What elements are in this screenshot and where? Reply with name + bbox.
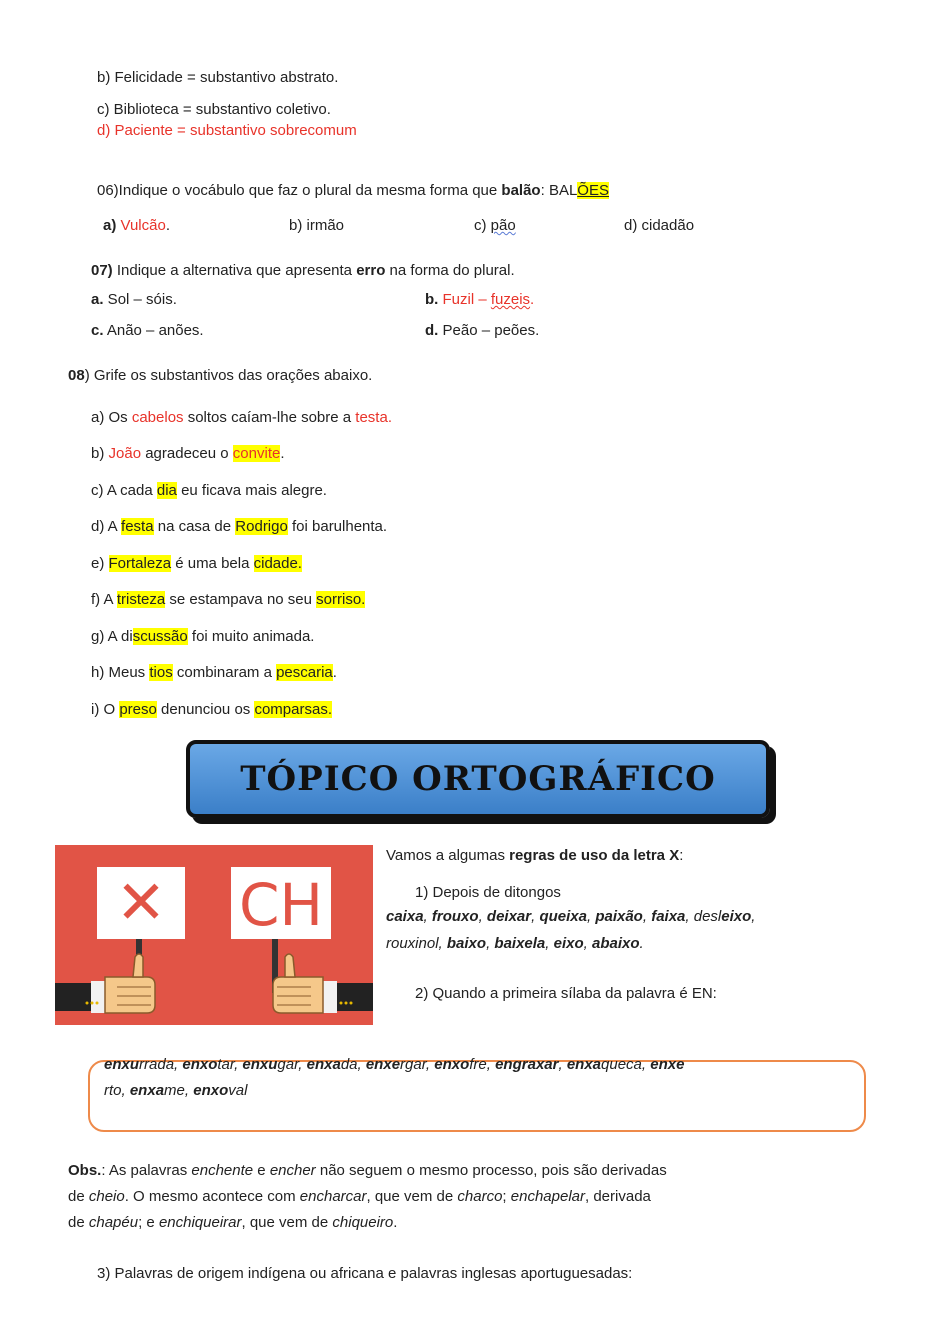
- noun-convite: convite: [232, 445, 281, 462]
- q08-sentence-a: [91, 409, 392, 427]
- sentence-text: denunciou os: [156, 701, 255, 718]
- box-words-line-2: [104, 1082, 247, 1100]
- rules-intro-colon: :: [679, 847, 684, 864]
- word: enxu: [242, 1056, 278, 1073]
- q07-option-c: [91, 322, 204, 340]
- noun-cabelos: cabelos: [131, 409, 184, 426]
- q07-b-word: fuzeis: [490, 291, 531, 308]
- noun-sorriso: sorriso.: [316, 591, 366, 608]
- sentence-text: f) A: [91, 591, 117, 608]
- sentence-text: g) A di: [91, 628, 133, 645]
- x-vs-ch-picture: [55, 845, 373, 1025]
- q08-sentence-c: [91, 482, 327, 500]
- q08-sentence-h: [91, 664, 337, 682]
- word: fre,: [469, 1056, 496, 1073]
- noun-joao: João: [108, 445, 142, 462]
- obs-label: Obs.: [68, 1162, 102, 1179]
- noun-fortaleza: Fortaleza: [108, 555, 172, 572]
- obs-word: enchiqueirar: [158, 1214, 242, 1231]
- noun-cidade: cidade.: [253, 555, 302, 572]
- q07-c-label: c.: [91, 322, 104, 339]
- q07-option-a: [91, 291, 177, 309]
- obs-word: chiqueiro: [332, 1214, 394, 1231]
- q06-a-label: a): [103, 217, 117, 234]
- topic-banner: [186, 740, 770, 818]
- word: rrada,: [139, 1056, 183, 1073]
- word: enxo: [182, 1056, 218, 1073]
- word: frouxo: [431, 908, 479, 925]
- question-08: [68, 367, 372, 385]
- sentence-text: b): [91, 445, 109, 462]
- word: enxa: [129, 1082, 165, 1099]
- sep: ,: [423, 908, 432, 925]
- sentence-text: soltos caíam-lhe sobre a: [183, 409, 356, 426]
- ch-sign-text: CH: [238, 871, 324, 939]
- sep: ,: [751, 908, 756, 925]
- sentence-text: d) A: [91, 518, 122, 535]
- word: deixar: [486, 908, 532, 925]
- sep: ,: [531, 908, 540, 925]
- obs-word: charco: [457, 1188, 503, 1205]
- word: enxe: [365, 1056, 401, 1073]
- q06-option-c: [474, 217, 614, 235]
- word: rouxinol: [386, 935, 439, 952]
- rules-intro-bold: regras de uso da letra X: [509, 847, 680, 864]
- rule-3-title: 3) Palavras de origem indígena ou africana e palavras inglesas aportuguesadas:: [97, 1265, 633, 1282]
- obs-text: , que vem de: [241, 1214, 333, 1231]
- q07-a-label: a.: [91, 291, 104, 308]
- rule-1-words-line-2: [386, 935, 644, 953]
- sentence-text: c) A cada: [91, 482, 157, 499]
- rules-intro-text: Vamos a algumas: [386, 847, 510, 864]
- word: caixa: [386, 908, 424, 925]
- q07-b-text: Fuzil –: [438, 291, 491, 308]
- item-d-paciente: d) Paciente = substantivo sobrecomum: [97, 122, 357, 139]
- q06-c-prefix: c): [474, 217, 491, 234]
- q07-a-text: Sol – sóis.: [103, 291, 177, 308]
- x-vs-ch-illustration: [55, 845, 373, 1025]
- obs-text: de: [68, 1188, 89, 1205]
- q06-prefix: 06)Indique o vocábulo que faz o plural da mesma forma que: [97, 182, 502, 199]
- question-06: [97, 182, 609, 200]
- obs-text: , derivada: [585, 1188, 651, 1205]
- rules-intro: [386, 847, 683, 865]
- q08-text: ) Grife os substantivos das orações abaixo.: [84, 367, 373, 384]
- q06-a-answer: Vulcão: [116, 217, 166, 234]
- q07-num: 07): [91, 262, 113, 279]
- word: enxo: [193, 1082, 229, 1099]
- noun-pescaria: pescaria: [276, 664, 333, 681]
- q08-sentence-e: [91, 555, 302, 573]
- q07-text-1: Indique a alternativa que apresenta: [112, 262, 357, 279]
- word: faixa: [651, 908, 686, 925]
- rule-1-title: 1) Depois de ditongos: [415, 884, 561, 901]
- rule-1-words-line-1: [386, 908, 755, 926]
- word: ,: [558, 1056, 567, 1073]
- q07-b-dot: .: [530, 291, 535, 308]
- sentence-text: i) O: [91, 701, 120, 718]
- q06-option-a: [103, 217, 170, 235]
- obs-line-2: [68, 1184, 651, 1210]
- word: enxo: [434, 1056, 470, 1073]
- word: me,: [164, 1082, 194, 1099]
- word: val: [228, 1082, 248, 1099]
- obs-line-1: [68, 1158, 667, 1184]
- obs-line-3: [68, 1210, 397, 1236]
- sep: ,: [478, 908, 487, 925]
- q06-option-d: d) cidadão: [624, 217, 695, 234]
- obs-text: não seguem o mesmo processo, pois são derivadas: [315, 1162, 667, 1179]
- sep: ,: [586, 908, 596, 925]
- sentence-text: combinaram a: [172, 664, 277, 681]
- noun-testa: testa.: [355, 409, 392, 426]
- q08-sentence-b: [91, 445, 285, 463]
- q08-sentence-d: [91, 518, 387, 536]
- q08-sentence-g: [91, 628, 314, 646]
- word: queixa: [539, 908, 587, 925]
- obs-text: ;: [502, 1188, 511, 1205]
- q07-d-label: d.: [425, 322, 439, 339]
- q08-num: 08: [68, 367, 85, 384]
- q06-bold-word: balão: [501, 182, 541, 199]
- rule-2-title: 2) Quando a primeira sílaba da palavra é EN:: [415, 985, 717, 1002]
- noun-rodrigo: Rodrigo: [235, 518, 288, 535]
- q06-option-b: b) irmão: [289, 217, 345, 234]
- sep: ,: [642, 908, 652, 925]
- noun-tios: tios: [149, 664, 173, 681]
- sentence-text: na casa de: [153, 518, 236, 535]
- q07-bold: erro: [356, 262, 386, 279]
- word: tar,: [217, 1056, 243, 1073]
- word: eixo: [721, 908, 752, 925]
- q07-d-text: Peão – peões.: [438, 322, 540, 339]
- x-mark-icon: ✕: [115, 868, 167, 938]
- obs-text: , que vem de: [366, 1188, 458, 1205]
- q07-b-label: b.: [425, 291, 439, 308]
- q07-option-d: [425, 322, 539, 340]
- noun-tristeza: tristeza: [116, 591, 166, 608]
- sep: ,: [438, 935, 447, 952]
- q08-sentence-f: [91, 591, 365, 609]
- word: engraxar: [495, 1056, 559, 1073]
- word: rgar,: [400, 1056, 435, 1073]
- sentence-text: foi muito animada.: [187, 628, 315, 645]
- word: abaixo: [591, 935, 640, 952]
- word: rto,: [104, 1082, 130, 1099]
- q08-sentence-i: [91, 701, 332, 719]
- sentence-text: h) Meus: [91, 664, 150, 681]
- word: da,: [340, 1056, 366, 1073]
- obs-text: : As palavras: [101, 1162, 192, 1179]
- word: gar,: [277, 1056, 307, 1073]
- sentence-text: a) Os: [91, 409, 132, 426]
- sentence-text: se estampava no seu: [165, 591, 317, 608]
- obs-word: chapéu: [88, 1214, 139, 1231]
- word: enxa: [566, 1056, 602, 1073]
- q06-colon: : BAL: [540, 182, 578, 199]
- sentence-text: e): [91, 555, 109, 572]
- q07-c-text: Anão – anões.: [103, 322, 204, 339]
- question-07: [91, 262, 515, 280]
- word: enxu: [104, 1056, 140, 1073]
- sep: ,: [545, 935, 554, 952]
- word: paixão: [595, 908, 643, 925]
- obs-word: encher: [269, 1162, 316, 1179]
- item-b-felicidade: b) Felicidade = substantivo abstrato.: [97, 69, 339, 86]
- noun-dia: dia: [156, 482, 177, 499]
- banner-title: TÓPICO ORTOGRÁFICO: [240, 759, 716, 799]
- sentence-text: .: [280, 445, 285, 462]
- noun-preso: preso: [119, 701, 157, 718]
- word: baixo: [446, 935, 487, 952]
- obs-word: cheio: [88, 1188, 125, 1205]
- noun-comparsas: comparsas.: [254, 701, 332, 718]
- obs-text: ; e: [138, 1214, 159, 1231]
- word: enxa: [306, 1056, 341, 1073]
- sep: ,: [583, 935, 592, 952]
- word: enxe: [650, 1056, 685, 1073]
- noun-discussao: scussão: [132, 628, 188, 645]
- obs-text: e: [253, 1162, 270, 1179]
- q06-a-dot: .: [165, 217, 170, 234]
- q07-text-2: na forma do plural.: [385, 262, 515, 279]
- sentence-text: foi barulhenta.: [287, 518, 388, 535]
- sentence-text: eu ficava mais alegre.: [176, 482, 327, 499]
- item-c-biblioteca: c) Biblioteca = substantivo coletivo.: [97, 101, 331, 118]
- obs-text: . O mesmo acontece com: [124, 1188, 300, 1205]
- sep: ,: [486, 935, 495, 952]
- obs-text: de: [68, 1214, 89, 1231]
- sentence-text: é uma bela: [171, 555, 254, 572]
- sentence-text: .: [332, 664, 337, 681]
- sentence-text: agradeceu o: [141, 445, 233, 462]
- q06-c-word: pão: [490, 217, 516, 234]
- obs-word: enchente: [191, 1162, 254, 1179]
- word: queca,: [601, 1056, 651, 1073]
- q07-option-b: [425, 291, 534, 309]
- noun-festa: festa: [121, 518, 154, 535]
- q06-highlight: ÕES: [577, 182, 609, 199]
- box-words-line-1: [104, 1056, 684, 1074]
- obs-word: encharcar: [299, 1188, 367, 1205]
- word: eixo: [553, 935, 584, 952]
- obs-word: enchapelar: [510, 1188, 585, 1205]
- sep: .: [639, 935, 644, 952]
- sep: , desl: [685, 908, 722, 925]
- word: baixela: [494, 935, 546, 952]
- obs-text: .: [393, 1214, 398, 1231]
